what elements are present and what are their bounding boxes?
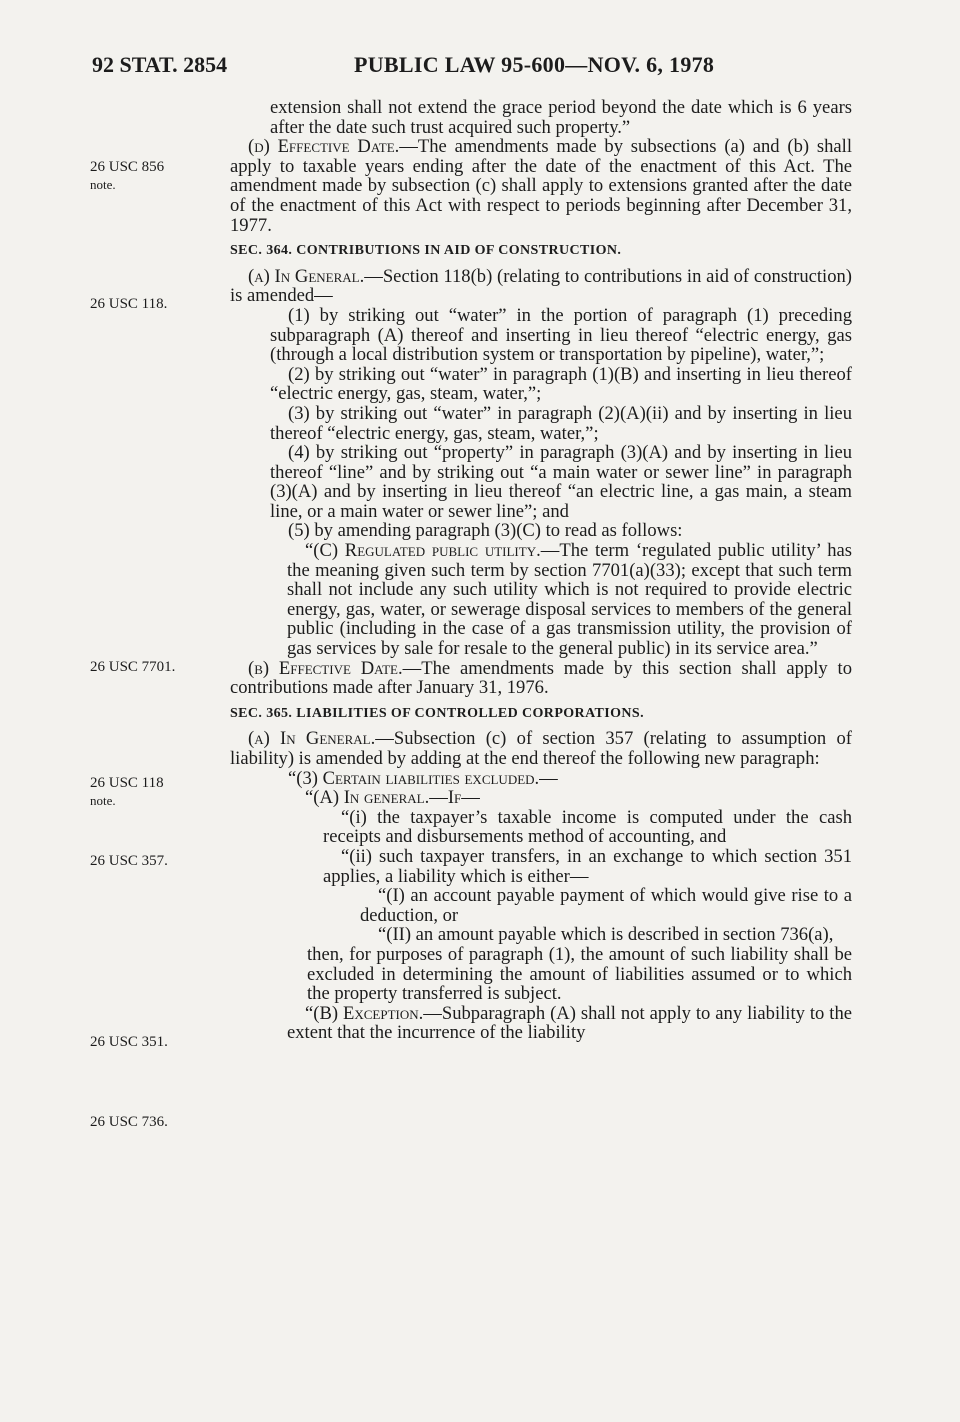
list-item: (4) by striking out “property” in paragraph (3)(A) and by inserting in lieu thereof “line” and by striking out “a main water or sewer line” in paragraph (3)(A) and by inserting in lieu thereof “an electric line, a gas main, a steam line, or a main water or sewer line”; and <box>270 442 852 522</box>
margin-note: 26 USC 736. <box>90 1114 168 1130</box>
statute-page-number: 92 STAT. 2854 <box>92 52 228 77</box>
subclause: “(I) an account payable payment of which would give rise to a deduction, or <box>360 885 852 926</box>
subparagraph-heading: “(A) In general.—If— <box>305 787 480 809</box>
quoted-paragraph-heading: “(3) Certain liabilities excluded.— <box>288 767 558 789</box>
list-item: (5) by amending paragraph (3)(C) to read as follows: <box>288 520 683 542</box>
subclause: “(II) an amount payable which is described in section 736(a), <box>378 924 834 946</box>
page-header <box>92 52 852 82</box>
paragraph: (d) Effective Date.—The amendments made by subsections (a) and (b) shall apply to taxable years ending after the date of the enactment of this Act. The amendment made by subsection (c) shall apply to extensions granted after the date of the enactment of this Act with respect to periods beginning after December 31, 1977. <box>230 136 852 236</box>
paragraph: then, for purposes of paragraph (1), the amount of such liability shall be excluded in determining the amount of liabilities assumed or to which the property transferred is subject. <box>307 943 852 1005</box>
clause: “(ii) such taxpayer transfers, in an exchange to which section 351 applies, a liability which is either— <box>323 845 852 887</box>
section-heading: SEC. 365. LIABILITIES OF CONTROLLED CORPORATIONS. <box>230 705 645 721</box>
margin-note: 26 USC 118 note. <box>90 775 164 808</box>
continued-text: extension shall not extend the grace period beyond the date which is 6 years after the date such trust acquired such property.” <box>270 97 852 138</box>
margin-note: 26 USC 357. <box>90 853 168 869</box>
paragraph: (a) In General.—Section 118(b) (relating to contributions in aid of construction) is amended— <box>230 265 853 307</box>
list-item: (3) by striking out “water” in paragraph (2)(A)(ii) and by inserting in lieu thereof “electric energy, gas, steam, water,”; <box>270 402 852 444</box>
list-item: (1) by striking out “water” in the portion of paragraph (1) preceding subparagraph (A) thereof and inserting in lieu thereof “electric energy, gas (through a local distribution system or transportation by pipeline), water,”; <box>270 304 852 366</box>
margin-note: 26 USC 856 note. <box>90 159 165 192</box>
quoted-subparagraph: “(B) Exception.—Subparagraph (A) shall not apply to any liability to the extent that the incurrence of the liability <box>287 1002 852 1044</box>
margin-note: 26 USC 351. <box>90 1034 168 1050</box>
paragraph: (a) In General.—Subsection (c) of section 357 (relating to assumption of liability) is amended by adding at the end thereof the following new paragraph: <box>230 728 852 769</box>
quoted-subparagraph: “(C) Regulated public utility.—The term ‘regulated public utility’ has the meaning given such term by section 7701(a)(33); except that such term shall not include any such utility which is not required to provide electric energy, gas, water, or sewerage disposal services to members of the general public (including in the case of a gas transmission utility, the provision of gas services by sale for resale to the general public) in its service area.” <box>287 540 852 660</box>
margin-note: 26 USC 7701. <box>90 659 176 675</box>
margin-note: 26 USC 118. <box>90 296 168 312</box>
running-title: PUBLIC LAW 95-600—NOV. 6, 1978 <box>354 52 715 77</box>
paragraph: (b) Effective Date.—The amendments made by this section shall apply to contributions made after January 31, 1976. <box>230 657 852 699</box>
list-item: (2) by striking out “water” in paragraph (1)(B) and inserting in lieu thereof “electric energy, gas, steam, water,”; <box>270 363 852 405</box>
clause: “(i) the taxpayer’s taxable income is computed under the cash receipts and disbursements method of accounting, and <box>323 806 852 848</box>
text-column <box>230 98 852 1043</box>
section-heading: SEC. 364. CONTRIBUTIONS IN AID OF CONSTRUCTION. <box>230 243 622 259</box>
